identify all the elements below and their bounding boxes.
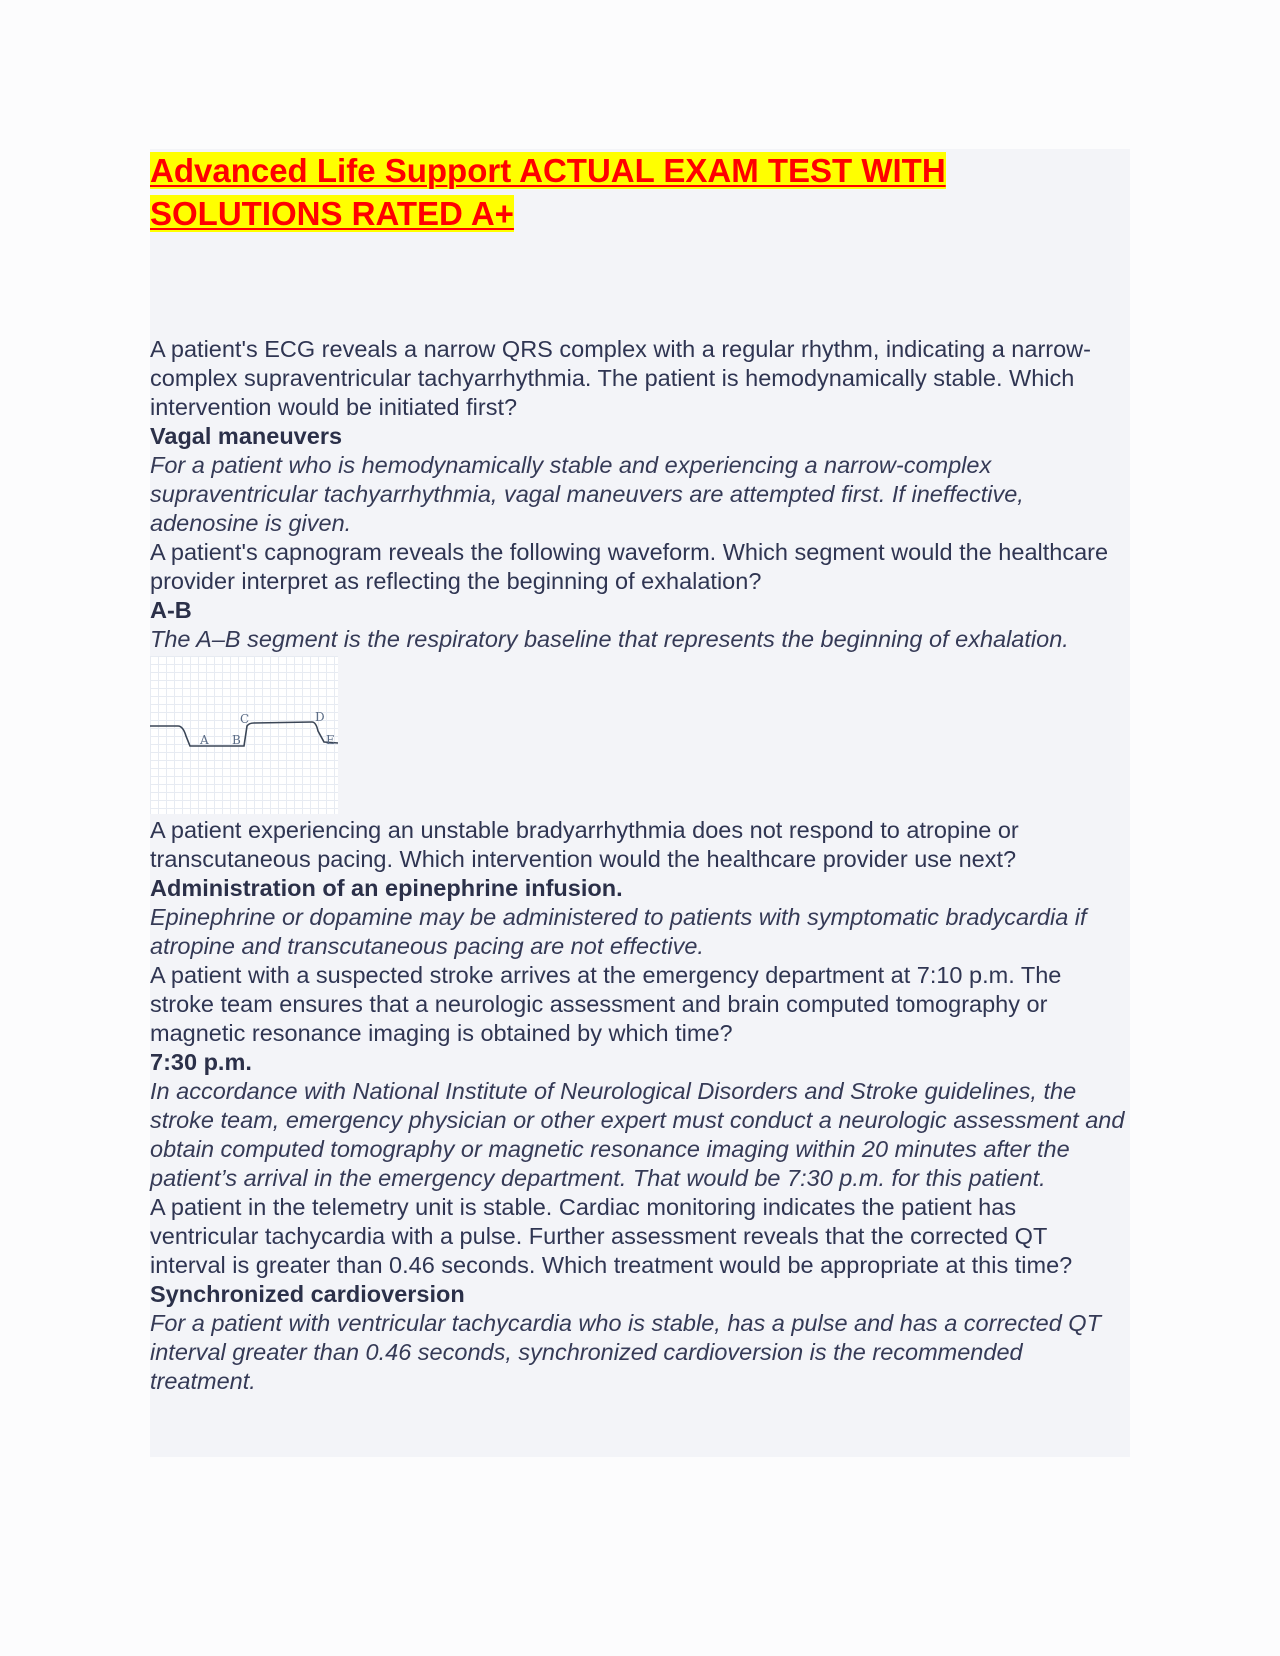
answer-text: Synchronized cardioversion	[150, 1281, 465, 1307]
qa-item-1	[150, 335, 1126, 538]
document-title	[150, 149, 1126, 235]
answer-text: 7:30 p.m.	[150, 1049, 252, 1075]
explanation-text: For a patient who is hemodynamically stable and experiencing a narrow-complex supraventricular tachyarrhythmia, vagal maneuvers are attempted first. If ineffective, adenosine is given.	[150, 452, 1024, 536]
document-body	[150, 149, 1130, 1457]
capnogram-label-c: C	[240, 712, 250, 726]
capnogram-label-b: B	[232, 733, 241, 747]
question-text: A patient's capnogram reveals the following waveform. Which segment would the healthcare provider interpret as reflecting the beginning of exhalation?	[150, 539, 1109, 594]
title-line-1: Advanced Life Support ACTUAL EXAM TEST WITH	[150, 152, 946, 189]
capnogram-waveform	[150, 656, 338, 814]
capnogram-label-e: E	[326, 733, 335, 747]
question-text: A patient in the telemetry unit is stable. Cardiac monitoring indicates the patient has ventricular tachycardia with a pulse. Further assessment reveals that the corrected QT interval is greater than 0.46 seconds. Which treatment would be appropriate at this time?	[150, 1194, 1073, 1278]
question-text: A patient experiencing an unstable bradyarrhythmia does not respond to atropine or transcutaneous pacing. Which intervention would the healthcare provider use next?	[150, 817, 1019, 872]
question-text: A patient with a suspected stroke arrives at the emergency department at 7:10 p.m. The stroke team ensures that a neurologic assessment and brain computed tomography or magnetic resonance imaging is obtained by which time?	[150, 962, 1062, 1046]
qa-item-3	[150, 816, 1126, 961]
qa-item-5	[150, 1193, 1126, 1396]
capnogram-label-d: D	[315, 710, 325, 724]
answer-text: A-B	[150, 597, 192, 623]
question-text: A patient's ECG reveals a narrow QRS complex with a regular rhythm, indicating a narrow-complex supraventricular tachyarrhythmia. The patient is hemodynamically stable. Which intervention would be initiated first?	[150, 336, 1091, 420]
answer-text: Administration of an epinephrine infusion.	[150, 875, 623, 901]
title-line-2: SOLUTIONS RATED A+	[150, 195, 514, 232]
explanation-text: For a patient with ventricular tachycardia who is stable, has a pulse and has a corrected QT interval greater than 0.46 seconds, synchronized cardioversion is the recommended treatment.	[150, 1310, 1101, 1394]
explanation-text: In accordance with National Institute of Neurological Disorders and Stroke guidelines, the stroke team, emergency physician or other expert must conduct a neurologic assessment and obtain computed tomography or magnetic resonance imaging within 20 minutes after the patient’s arrival in the emergency department. That would be 7:30 p.m. for this patient.	[150, 1078, 1125, 1191]
capnogram-label-a: A	[200, 733, 209, 747]
capnogram-waveform-figure	[150, 656, 338, 814]
explanation-text: The A–B segment is the respiratory baseline that represents the beginning of exhalation.	[150, 626, 1069, 652]
qa-item-2	[150, 538, 1126, 814]
qa-item-4	[150, 961, 1126, 1193]
explanation-text: Epinephrine or dopamine may be administered to patients with symptomatic bradycardia if atropine and transcutaneous pacing are not effective.	[150, 904, 1087, 959]
spacer	[150, 235, 1126, 335]
answer-text: Vagal maneuvers	[150, 423, 343, 449]
